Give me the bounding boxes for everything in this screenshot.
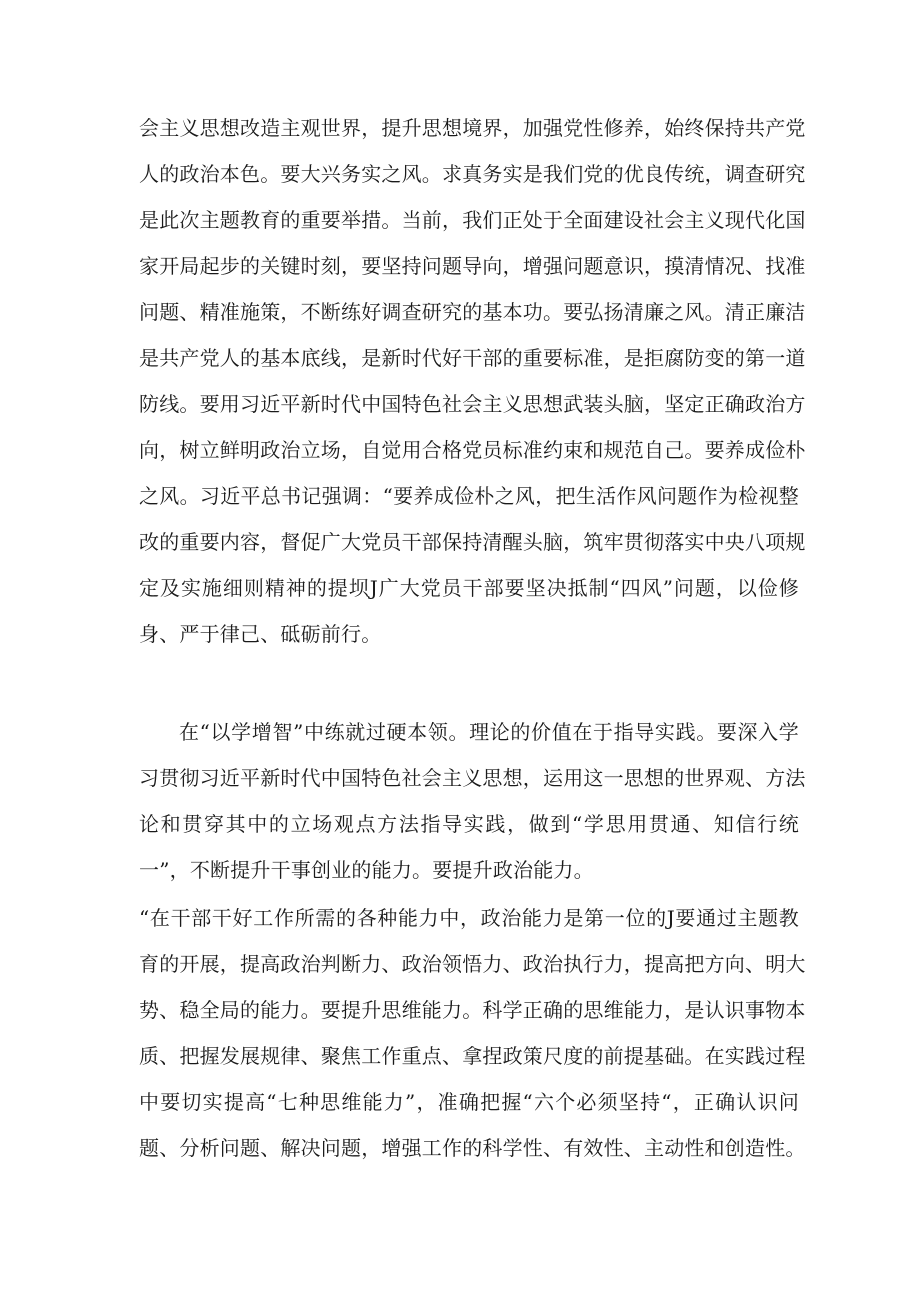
paragraph-3-line-2: 育的开展，提高政治判断力、政治领悟力、政治执行力，提高把方向、明大 xyxy=(139,952,806,976)
paragraph-3-line-6: 题、分析问题、解决问题，增强工作的科学性、有效性、主动性和创造性。 xyxy=(139,1136,806,1160)
paragraph-1-line-5: 问题、精准施策，不断练好调查研究的基本功。要弘扬清廉之风。清正廉洁 xyxy=(139,300,806,324)
paragraph-1-line-7: 防线。要用习近平新时代中国特色社会主义思想武装头脑，坚定正确政治方 xyxy=(139,392,806,416)
paragraph-2-line-4: 一”，不断提升干事创业的能力。要提升政治能力。 xyxy=(139,858,594,882)
paragraph-1-line-4: 家开局起步的关键时刻，要坚持问题导向，增强问题意识，摸清情况、找准 xyxy=(139,254,806,278)
paragraph-2-line-2: 习贯彻习近平新时代中国特色社会主义思想，运用这一思想的世界观、方法 xyxy=(139,766,806,790)
paragraph-1-line-12: 身、严于律己、砥砺前行。 xyxy=(139,622,382,646)
paragraph-3-line-5: 中要切实提高“七种思维能力”，准确把握“六个必须坚持“，正确认识问 xyxy=(139,1090,799,1114)
paragraph-3-line-3: 势、稳全局的能力。要提升思维能力。科学正确的思维能力，是认识事物本 xyxy=(139,998,806,1022)
paragraph-3-line-4: 质、把握发展规律、聚焦工作重点、拿捏政策尺度的前提基础。在实践过程 xyxy=(139,1044,806,1068)
paragraph-1-line-8: 向，树立鲜明政治立场，自觉用合格党员标准约束和规范自己。要养成俭朴 xyxy=(139,438,806,462)
paragraph-1-line-11: 定及实施细则精神的提坝J广大党员干部要坚决抵制“四风”问题，以俭修 xyxy=(139,576,799,600)
paragraph-2-line-1: 在“以学增智”中练就过硬本领。理论的价值在于指导实践。要深入学 xyxy=(179,720,799,744)
paragraph-1-line-1: 会主义思想改造主观世界，提升思想境界，加强党性修养，始终保持共产党 xyxy=(139,116,806,140)
paragraph-1-line-3: 是此次主题教育的重要举措。当前，我们正处于全面建设社会主义现代化国 xyxy=(139,208,806,232)
paragraph-1-line-10: 改的重要内容，督促广大党员干部保持清醒头脑，筑牢贯彻落实中央八项规 xyxy=(139,530,806,554)
paragraph-2-line-3: 论和贯穿其中的立场观点方法指导实践，做到“学思用贯通、知信行统 xyxy=(139,812,799,836)
paragraph-3-line-1: “在干部干好工作所需的各种能力中，政治能力是第一位的J要通过主题教 xyxy=(139,906,799,930)
paragraph-1-line-9: 之风。习近平总书记强调：“要养成俭朴之风，把生活作风问题作为检视整 xyxy=(139,484,799,508)
paragraph-1-line-2: 人的政治本色。要大兴务实之风。求真务实是我们党的优良传统，调查研究 xyxy=(139,162,806,186)
paragraph-1-line-6: 是共产党人的基本底线，是新时代好干部的重要标准，是拒腐防变的第一道 xyxy=(139,346,806,370)
